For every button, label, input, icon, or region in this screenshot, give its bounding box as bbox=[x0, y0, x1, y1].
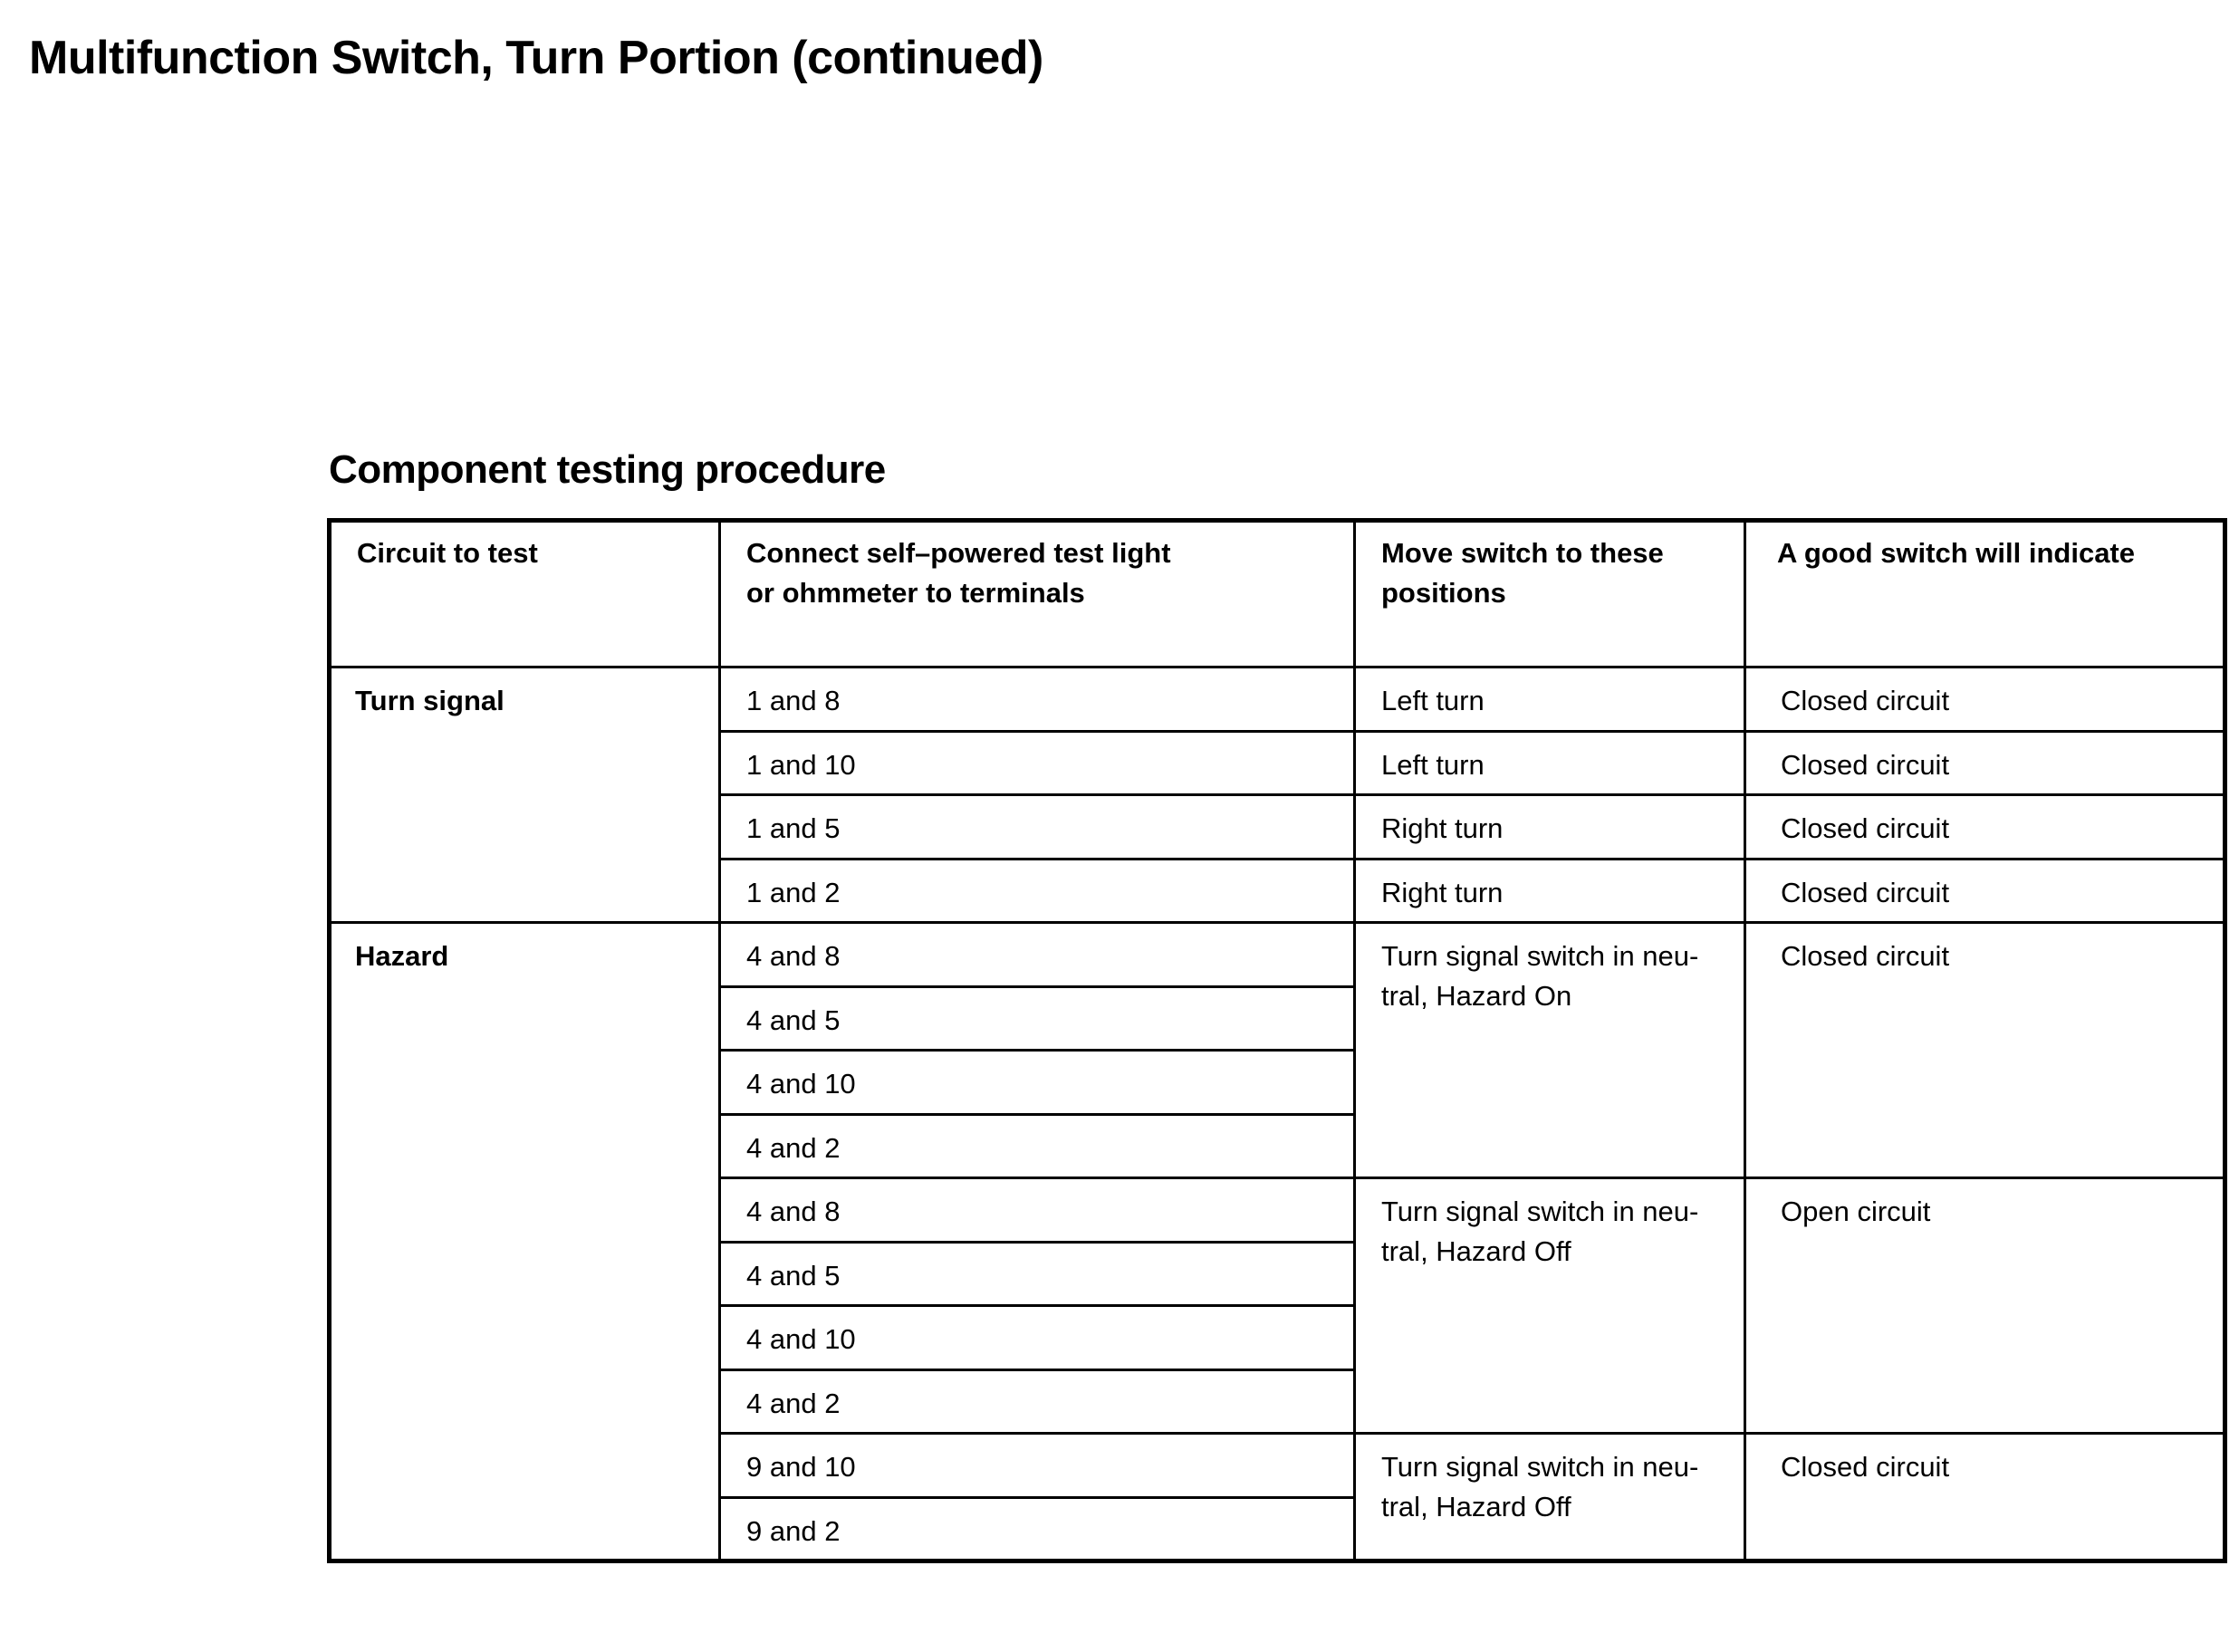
result-cell: Closed circuit bbox=[1745, 923, 2225, 1178]
result-cell: Closed circuit bbox=[1745, 731, 2225, 795]
header-result: A good switch will indicate bbox=[1745, 521, 2225, 668]
terminals-cell: 4 and 8 bbox=[720, 923, 1355, 987]
terminals-cell: 4 and 8 bbox=[720, 1178, 1355, 1243]
terminals-cell: 4 and 2 bbox=[720, 1369, 1355, 1434]
terminals-cell: 4 and 5 bbox=[720, 1242, 1355, 1306]
header-terminals: Connect self–powered test light or ohmmeter to terminals bbox=[720, 521, 1355, 668]
result-cell: Closed circuit bbox=[1745, 795, 2225, 860]
position-cell: Left turn bbox=[1355, 668, 1745, 732]
position-cell: Right turn bbox=[1355, 795, 1745, 860]
result-cell: Open circuit bbox=[1745, 1178, 2225, 1434]
terminals-cell: 4 and 5 bbox=[720, 986, 1355, 1051]
terminals-cell: 9 and 2 bbox=[720, 1497, 1355, 1561]
terminals-cell: 9 and 10 bbox=[720, 1434, 1355, 1498]
position-cell: Turn signal switch in neu- tral, Hazard On bbox=[1355, 923, 1745, 1178]
circuit-cell: Hazard bbox=[330, 923, 720, 1561]
terminals-cell: 1 and 8 bbox=[720, 668, 1355, 732]
result-cell: Closed circuit bbox=[1745, 668, 2225, 732]
position-cell: Left turn bbox=[1355, 731, 1745, 795]
result-cell: Closed circuit bbox=[1745, 1434, 2225, 1561]
terminals-cell: 4 and 10 bbox=[720, 1051, 1355, 1115]
table-row bbox=[330, 668, 2225, 732]
header-positions: Move switch to these positions bbox=[1355, 521, 1745, 668]
position-cell: Turn signal switch in neu- tral, Hazard Off bbox=[1355, 1178, 1745, 1434]
component-testing-table bbox=[327, 518, 2227, 1563]
terminals-cell: 1 and 5 bbox=[720, 795, 1355, 860]
header-row bbox=[330, 521, 2225, 668]
terminals-cell: 1 and 10 bbox=[720, 731, 1355, 795]
terminals-cell: 1 and 2 bbox=[720, 859, 1355, 923]
position-cell: Turn signal switch in neu- tral, Hazard Off bbox=[1355, 1434, 1745, 1561]
header-circuit: Circuit to test bbox=[330, 521, 720, 668]
terminals-cell: 4 and 10 bbox=[720, 1306, 1355, 1370]
circuit-cell: Turn signal bbox=[330, 668, 720, 923]
result-cell: Closed circuit bbox=[1745, 859, 2225, 923]
page-title: Multifunction Switch, Turn Portion (continued) bbox=[29, 32, 1043, 84]
table-row bbox=[330, 923, 2225, 987]
position-cell: Right turn bbox=[1355, 859, 1745, 923]
terminals-cell: 4 and 2 bbox=[720, 1114, 1355, 1178]
section-title: Component testing procedure bbox=[329, 447, 886, 492]
